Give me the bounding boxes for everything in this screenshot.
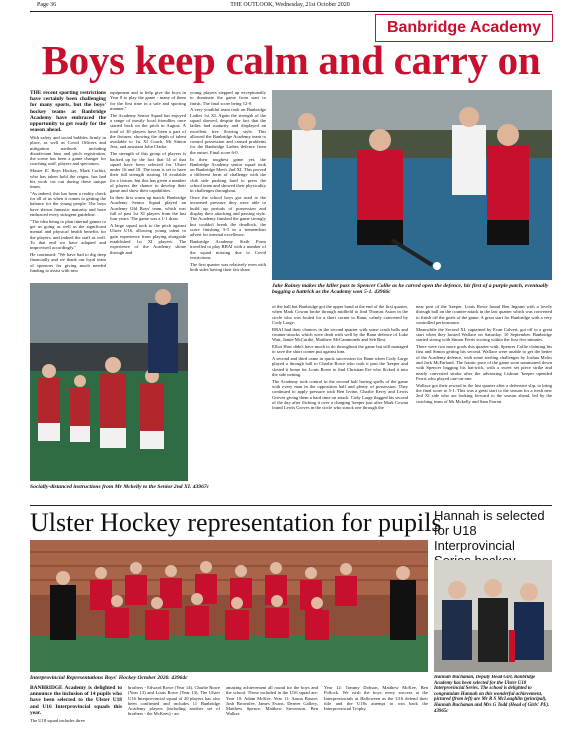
photo-caption-right: Jake Rainey makes the killer pass to Spencer Collie as he carved open the defence, his first of a purple patch, eventually bagging a hattrick as the Academy won 5-1. 43966c [272,283,549,296]
side-headline: Hannah is selected for U18 Interprovincial [434,508,545,553]
lead-intro: THE recent sporting restrictions have certainly been challenging for many sports, but the boys' hockey teams at Banbridge Academy have embraced the opportunity to get ready for the season ahead. [30,90,106,134]
page-number: Page 36 [37,2,57,8]
paragraph: of the ball but Banbridge got the upper hand at the end of the first quarter, when Mark Cowan broke through midfield to find Thomas Aston in the circle who was fouled for a short corner to Bann, calmly converted by Cody Large. [272,304,408,325]
lead-headline: Boys keep calm and carry on [41,37,541,83]
second-column-4 [324,685,428,735]
paragraph: A second and third came in quick succession for Bann when Cody Large played a through ball to Charlie Rowe who took it past the 'keeper and slotted it home for Louis Rowe to find Christian Ere who flicked it into the side netting. [272,356,408,378]
paragraph: A very youthful team took on Banbridge Ladies 1st XI. Again the strength of the squad showed, despite the fact that the ladies had maturity and displayed an excellent free flowing style. This allowed the Banbridge Academy team to control possession and caused problems for the Banbridge Ladies defence from the outset. Final score 6-0. [190,107,266,155]
side-photo-caption: Hannah Buchanan, Deputy Head Girl, Banbridge Academy has been selected for the Ulster U18 Interprovincial Series. The school is delighted to congratulate Hannah on this wonderful achievement, pictured (from left) are Mr R S McLoughlin (principal), Hannah Buchanan and Mrs G Todd (Head of Girls' PE). 43965c [434,675,550,714]
photo-hannah [434,560,552,672]
paragraph: Once the school boys got used to the increased pressure they were able to build up periods of possession and display their attacking and passing style. The Academy finished the game strongly but couldn't break the deadlock, the score finishing 3-3 in a tremendous advert for internal excellence. [190,195,266,238]
paragraph: With safety and social bubbles firmly in place, as well as Covid Officers and mitigation methods including disinfectant bins and pitch registration, the scene has been a game changer for coaching staff, players and spectators. [30,134,106,167]
paragraph: Master IC Boys Hockey, Mark Corbitt, who has taken hold the reigns, has had his work cut out during these unique times. [30,168,106,190]
paragraph: Elliot Haw didn't have much to do throughout the game but still managed to save the short corner put against him. [272,344,408,355]
second-intro: BANBRIDGE Academy is delighted to announce the inclusion of 14 pupils who have been selected to the Ulster U18 and U16 Interprovincial squads this year. [30,685,122,716]
paragraph: The Academy Senior Squad has enjoyed a range of mostly local friendlies once started back on the pitch in August. A total of 30 players have been a part of the fixtures, showing the depth of talent available to 1st XI Coach, Mr Simon Jess, and assistant John Clarke. [110,112,186,150]
second-headline: Ulster Hockey representation for pupils [30,508,442,537]
paragraph: The strength of this group of players is backed up by the fact that 14 of that squad have been selected for Ulster under 16 and 18. The team is set to have their full strength starting 16 available for a fixture, but this has given a number of players the chance to develop their game and show their capabilities. [110,151,186,194]
paragraph: In their first warm up match, Banbridge Academy Senior Squad played an Academy Old Boys' team, which was full of past 1st XI players from the last four years. The game was a 1-1 draw. [110,195,186,222]
paragraph: Year 12: Tommy Dobson, Matthew McKee, Ben Pollock. We wish the boys every success at the Interprovincials at Halloween as the U16 defend their title and the U18s attempt to win back the Interprovincial Trophy. [324,685,428,712]
paragraph: Banbridge Academy Sixth Form travelled to play RBAI with a number of the squad missing due to Covid restrictions. [190,239,266,260]
paragraph: RBAI had their chances in the second quarter with some crash balls and counter-attacks which were dealt with well by the Bann defence of Luke Watt, Jamie McCurdie, Matthew McCammonds and Seb Best. [272,326,408,343]
paragraph: There were two more goals this quarter with, Spencer Collie claiming his first and Simon getting his second. Wallace were unable to get the better of the Academy defence, with some sterling challenges by Joshua Moles and Jack McFarland. The frantic pace of the game soon summoned down with Spencer bagging his hat-trick, with a sweet set piece strike and neatly converted stroke after the advancing Lisburn 'keeper upended Ferris who played one-on-one. [416,344,552,381]
lead-column-5-text [416,304,552,502]
photo-caption-left: Socially-distanced instructions from Mr Mckelly to the Senior 2nd XI. 43967c [30,484,210,490]
paragraph: near post of the 'keeper. Louis Rowe found Ben Ingram with a lovely through ball on the counter-attack in the last quarter which was converted to finish off the goals of the game. A great start for Banbridge with a very controlled performance. [416,304,552,325]
second-column-3 [226,685,318,735]
paragraph: brothers - Edward Rowe (Year 14), Charlie Rowe (Year 13) and Louis Rowe (Year 13). The Ulster U16 Interprovincial squad of 20 players has also been confirmed and includes 11 Banbridge Academy players (including another set of brothers - the McKees) - an [128,685,220,717]
paragraph: "The idea being to plan internal games to get us going as well as the significant mental and physical health benefits for the players, and indeed the staff as well. To that end we have adapted and improvised accordingly." [30,218,106,251]
second-photo-caption: Interprovincial Representations Boys' Hockey October 2020. 43964c [30,675,188,681]
photo-socially-distanced [30,283,188,481]
photo-hockey-action [272,90,552,280]
paragraph: The U18 squad includes three [30,717,85,723]
paragraph: In their toughest game yet, the Banbridge Academy senior squad took on Banbridge Men's 2nd XI. This proved a different form of challenge with the club side pushing hard to press the school team and showed their physicality in challenges throughout. [190,156,266,194]
section-title: Banbridge Academy [386,19,542,36]
photo-ulster-squad [30,540,428,672]
second-column-2 [128,685,220,735]
paper-dateline: THE OUTLOOK, Wednesday, 21st October 2020 [230,2,350,8]
paragraph: amazing achievement all round for the boys and the school. Those included in the U16 squad are: Year 10: Adam McKee. Year 11: Aaron Baxter, Josh Brownlee, James Evans, Denver Gallery, Matthew Spence, Matthew Stevenson, Ben Walker. [226,685,318,717]
paragraph: Wallace got their reward in the last quarter after a defensive slip, to bring the final score to 5-1. This was a great start to the season for a fresh new 2nd XI side who are looking forward to the season ahead, led by the coaching team of Mr Mckelly and Sam Farron. [416,382,552,404]
lead-column-3 [190,90,266,502]
paragraph: The Academy took control in the second half having spells of the game with every man in the opposition half and plenty of possession. They continued to apply pressure with Ben Irvine, Charlie Kerry and Lewis Groves giving them a hard time on attack. Cody Large flagged his second of the day after flicking it over a charging 'keeper just after Mark Cowan found Lewis Groves in the circle who struck one through the [272,378,408,411]
paragraph: The first quarter was relatively even with both sides having their fair share [190,261,266,272]
lead-column-4-text [272,304,408,502]
paragraph: "As indeed, this has been a reality check for all of us when it comes to getting the balance for the young people. The boys have shown fantastic maturity and have embraced every stringent guideline. [30,190,106,218]
paragraph: Meanwhile the Second XI, captained by Evan Calvert, got off to a great start when they hosted Wallace on Saturday, 10 September. Banbridge started strong with Simon Ferris scoring within the first five minutes. [416,326,552,343]
paragraph: He continued: "We have had to dig deep financially and we thank our loyal team of sponsors for giving much needed funding to assist with new [30,252,106,274]
paragraph: young players stepped up exceptionally to dominate the game from start to finish. The final score being 12-0. [190,90,266,106]
paragraph: equipment and to help give the boys in Year 8 to play the game - many of them for the first time in a safe and sporting manner." [110,90,186,111]
paragraph: A large squad took to the pitch against Ulster U16, allowing young talent to gain experience from playing alongside established 1st XI players. The experience of the Academy shone through and [110,223,186,255]
second-column-1 [30,685,122,735]
lead-column-1 [30,90,106,280]
lead-column-2 [110,90,186,280]
